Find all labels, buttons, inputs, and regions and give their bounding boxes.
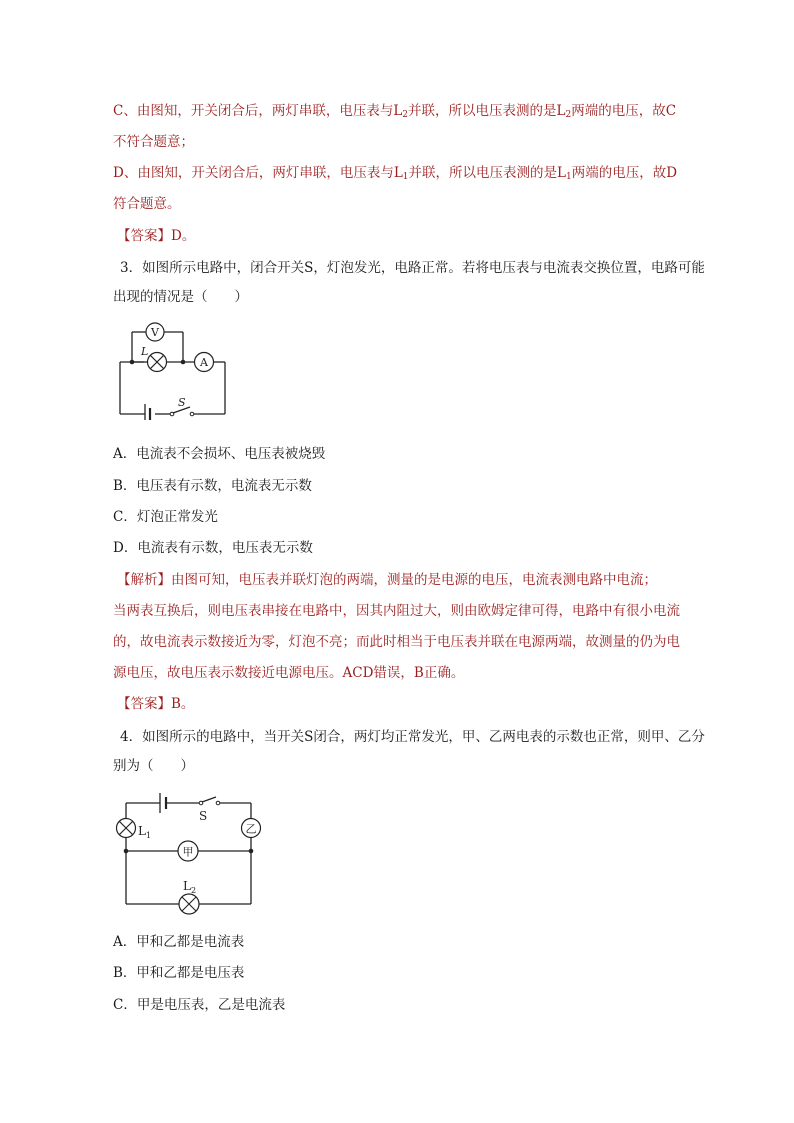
prev-answer [117,226,195,246]
q4-stem-line2: 别为（ ） [113,758,194,774]
q3-ammeter-label: A [200,356,208,369]
option-c-text-c: 两端的电压，故C [571,103,677,119]
q3-analysis-line1 [117,570,657,590]
q4-meter-jia-label: 甲 [182,845,194,859]
option-d-text-c: 两端的电压，故D [571,165,678,181]
prev-answer-value: D。 [171,228,196,244]
q4-stem-line1: 4．如图所示的电路中，当开关S闭合，两灯均正常发光，甲、乙两电表的示数也正常，则甲、乙分 [120,729,705,745]
q4-switch-label: S [199,809,208,823]
prev-answer-tag: 【答案】 [117,228,171,244]
q3-lamp-label: L [141,345,149,358]
q3-switch-label: S [178,396,186,409]
option-c-line1 [113,101,676,125]
q3-option-d: D．电流表有示数，电压表无示数 [113,540,313,556]
q4-circuit-diagram [110,788,270,918]
option-c-sub-a: 2 [402,110,409,120]
q3-analysis-line3: 的，故电流表示数接近为零，灯泡不亮；而此时相当于电压表并联在电源两端，故测量的仍为电 [113,634,680,650]
q3-voltmeter-label: V [151,326,159,339]
q3-circuit-diagram [110,316,240,420]
option-d-line2: 符合题意。 [113,196,181,212]
q4-option-b: B．甲和乙都是电压表 [113,965,245,981]
q4-lamp1-label: $L_1$ [138,824,152,840]
q3-option-a: A．电流表不会损坏、电压表被烧毁 [113,446,326,462]
q3-analysis-text1: 由图可知，电压表并联灯泡的两端，测量的是电源的电压，电流表测电路中电流； [171,572,657,588]
option-d-sub-a: 1 [402,172,409,182]
option-c-text-b: 并联，所以电压表测的是L [408,103,566,119]
q3-answer-value: B。 [171,696,195,712]
q3-analysis-line4: 源电压，故电压表示数接近电源电压。ACD错误，B正确。 [113,665,465,681]
option-d-text-b: 并联，所以电压表测的是L [408,165,566,181]
q3-lamp-icon [148,353,167,372]
q3-stem-line1: 3．如图所示电路中，闭合开关S，灯泡发光，电路正常。若将电压表与电流表交换位置，电路可能 [120,260,705,276]
q4-option-a: A．甲和乙都是电流表 [113,934,245,950]
q3-stem-line2: 出现的情况是（ ） [113,289,248,305]
q4-switch-blade [202,797,216,802]
option-c-line2: 不符合题意； [113,134,194,150]
option-c-text-a: C、由图知，开关闭合后，两灯串联，电压表与L [113,103,403,119]
q4-lamp2-label: $L_2$ [183,879,197,895]
option-d-text-a: D、由图知，开关闭合后，两灯串联，电压表与L [113,165,403,181]
q3-option-b: B．电压表有示数，电流表无示数 [113,478,312,494]
q3-analysis-tag: 【解析】 [117,572,171,588]
q3-option-c: C．灯泡正常发光 [113,509,218,525]
option-d-line1 [113,163,677,187]
q3-analysis-line2: 当两表互换后，则电压表串接在电路中，因其内阻过大，则由欧姆定律可得，电路中有很小电流 [113,603,680,619]
option-d-sub-b: 1 [566,172,572,182]
q3-answer [117,694,194,714]
option-c-sub-b: 2 [565,110,572,120]
q3-answer-tag: 【答案】 [117,696,171,712]
q4-meter-yi-label: 乙 [245,822,257,836]
q4-option-c: C．甲是电压表，乙是电流表 [113,997,286,1013]
q4-lamp2-icon [179,894,199,914]
q4-lamp1-icon [117,819,136,838]
